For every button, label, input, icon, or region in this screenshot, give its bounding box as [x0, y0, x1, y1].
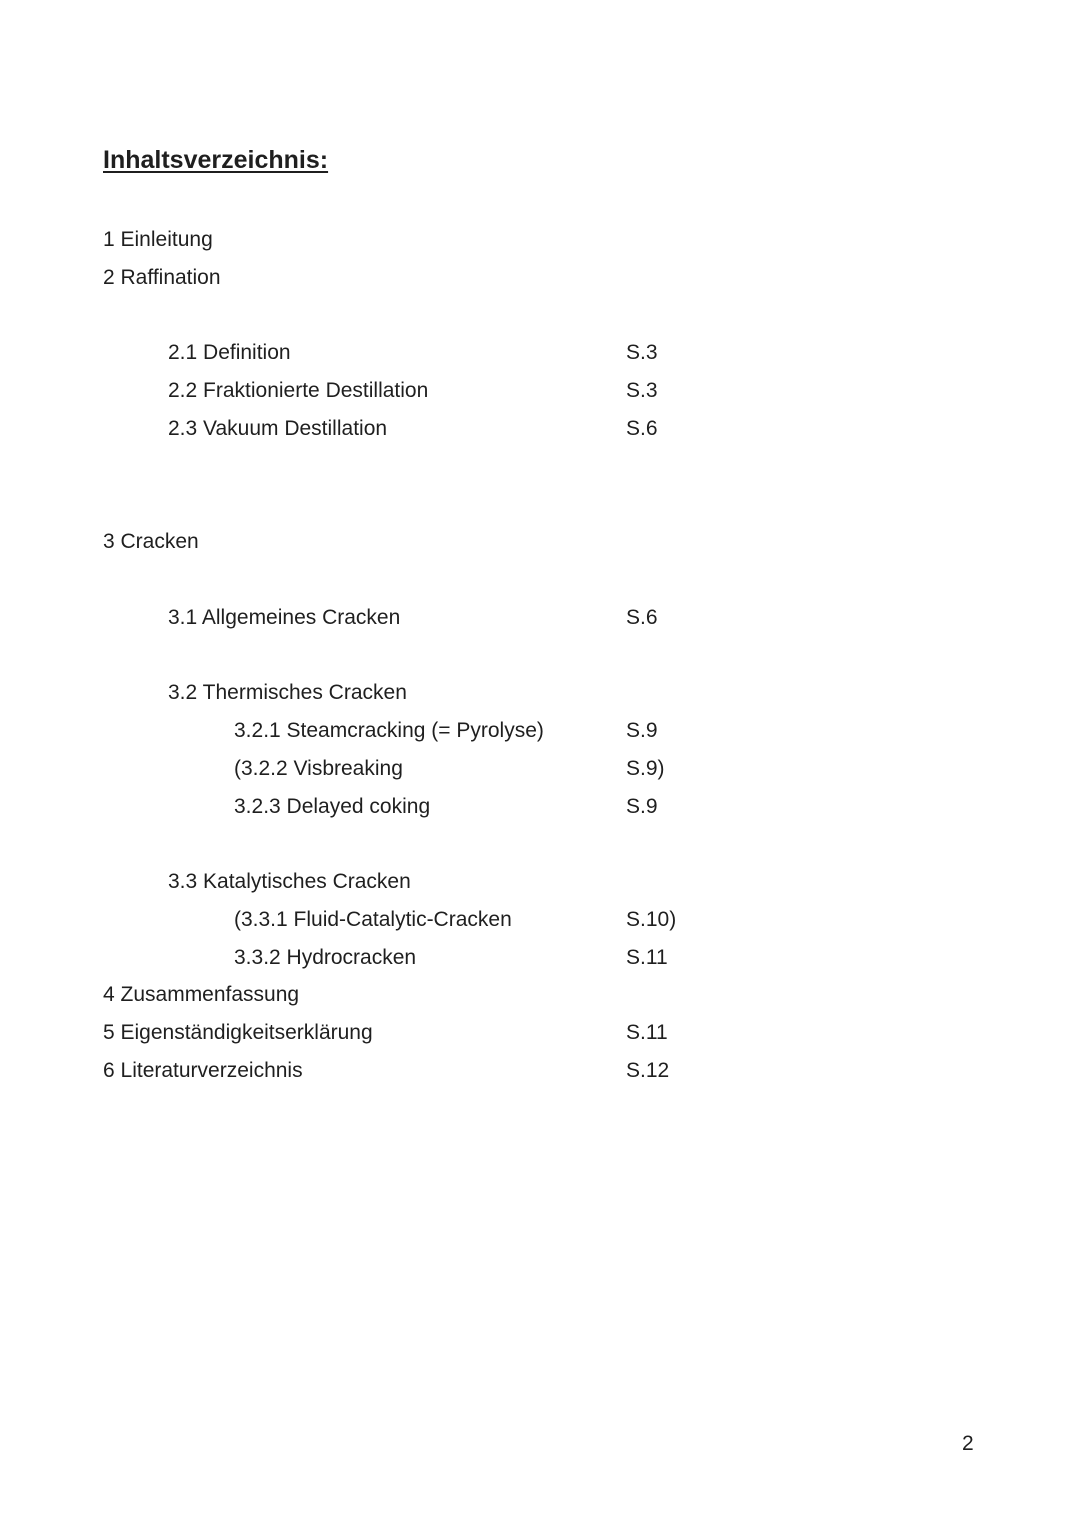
toc-entry-literaturverzeichnis: 6 Literaturverzeichnis	[103, 1059, 303, 1082]
toc-heading: Inhaltsverzeichnis:	[103, 146, 329, 174]
toc-page-hydrocracken: S.11	[626, 946, 668, 969]
toc-entry-fluid-catalytic-cracken: (3.3.1 Fluid-Catalytic-Cracken	[234, 908, 512, 931]
page-number: 2	[962, 1432, 974, 1455]
toc-entry-visbreaking: (3.2.2 Visbreaking	[234, 757, 403, 780]
toc-page-fluid-catalytic-cracken: S.10)	[626, 908, 677, 931]
toc-entry-steamcracking: 3.2.1 Steamcracking (= Pyrolyse)	[234, 719, 544, 742]
toc-entry-allgemeines-cracken: 3.1 Allgemeines Cracken	[168, 606, 401, 629]
toc-entry-einleitung: 1 Einleitung	[103, 228, 213, 251]
toc-page-visbreaking: S.9)	[626, 757, 665, 780]
toc-entry-cracken: 3 Cracken	[103, 530, 199, 553]
toc-page-allgemeines-cracken: S.6	[626, 606, 658, 629]
toc-page-vakuum-destillation: S.6	[626, 417, 658, 440]
toc-page-fraktionierte-destillation: S.3	[626, 379, 658, 402]
toc-page-steamcracking: S.9	[626, 719, 658, 742]
toc-entry-vakuum-destillation: 2.3 Vakuum Destillation	[168, 417, 388, 440]
toc-page-definition: S.3	[626, 341, 658, 364]
toc-entry-zusammenfassung: 4 Zusammenfassung	[103, 983, 300, 1006]
toc-entry-fraktionierte-destillation: 2.2 Fraktionierte Destillation	[168, 379, 429, 402]
toc-entry-hydrocracken: 3.3.2 Hydrocracken	[234, 946, 417, 969]
toc-entry-delayed-coking: 3.2.3 Delayed coking	[234, 795, 431, 818]
toc-page-eigenstaendigkeitserklaerung: S.11	[626, 1021, 668, 1044]
toc-page-literaturverzeichnis: S.12	[626, 1059, 670, 1082]
toc-entry-eigenstaendigkeitserklaerung: 5 Eigenständigkeitserklärung	[103, 1021, 373, 1044]
toc-page-delayed-coking: S.9	[626, 795, 658, 818]
toc-entry-thermisches-cracken: 3.2 Thermisches Cracken	[168, 681, 407, 704]
toc-entry-definition: 2.1 Definition	[168, 341, 291, 364]
toc-entry-raffination: 2 Raffination	[103, 266, 221, 289]
toc-entry-katalytisches-cracken: 3.3 Katalytisches Cracken	[168, 870, 411, 893]
